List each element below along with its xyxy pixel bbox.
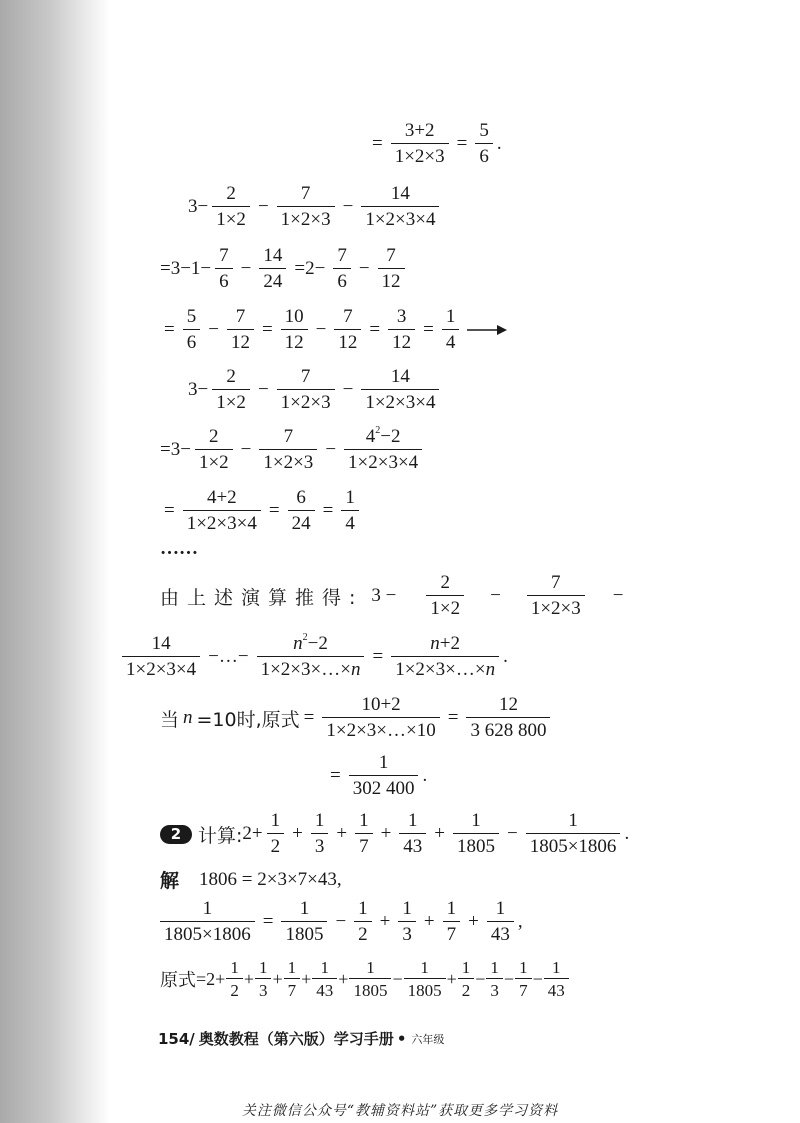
fraction: $\frac{14}{24}$ — [259, 245, 286, 293]
fraction: $\frac{1}{3}$ — [486, 958, 503, 1000]
minus-sign: − — [325, 439, 337, 460]
fraction: $\frac{5}{6}$ — [475, 120, 493, 168]
label-text: 当 — [160, 708, 180, 731]
fraction: $\frac{1}{302 400}$ — [349, 752, 419, 800]
fraction: $\frac{7}{1\times 2\times 3}$ — [277, 366, 335, 414]
fraction: $\frac{1}{7}$ — [355, 810, 373, 858]
conclusion-line-2 — [118, 633, 508, 681]
label-text: 原式 — [160, 970, 196, 991]
fraction: $\frac{1}{1805}$ — [404, 958, 446, 1000]
conclusion-line-1 — [160, 572, 627, 620]
watermark-text: 关注微信公众号“教辅资料站”获取更多学习资料 — [241, 1103, 559, 1119]
decomposition-line — [160, 898, 523, 946]
equation-line-2 — [188, 183, 443, 231]
fraction: $\frac{1}{4}$ — [341, 487, 359, 535]
fraction: $\frac{1}{43}$ — [312, 958, 337, 1000]
equals-sign: = — [164, 319, 175, 340]
expression-text: −…− — [208, 646, 249, 667]
problem-label: 计算: — [198, 824, 243, 847]
fraction: $\frac{1}{43}$ — [487, 898, 514, 946]
fraction: $\frac{1}{2}$ — [458, 958, 475, 1000]
plus-sign: + — [338, 968, 349, 989]
book-title: 奥数教程（第六版）学习手册 — [198, 1030, 394, 1048]
fraction: $\frac{6}{24}$ — [288, 487, 315, 535]
expression-text: 3− — [188, 379, 209, 400]
plus-sign: + — [380, 823, 392, 844]
fraction: $\frac{10+2}{1\times 2\times 3\times\dots\times 10}$ — [322, 694, 439, 742]
fraction: $\frac{1}{2}$ — [354, 898, 372, 946]
fraction: $\frac{2}{1\times 2}$ — [212, 183, 250, 231]
expression-text: 3 − — [371, 585, 397, 606]
plus-sign: + — [434, 823, 445, 844]
fraction: $\frac{4+2}{1\times 2\times 3\times 4}$ — [183, 487, 261, 535]
long-arrow-icon — [467, 324, 507, 336]
equals-sign: = — [369, 319, 381, 340]
fraction: $\frac{10}{12}$ — [281, 306, 308, 354]
fraction: $\frac{1}{3}$ — [398, 898, 416, 946]
minus-sign: − — [475, 968, 486, 989]
minus-sign: − — [532, 968, 543, 989]
plus-sign: + — [292, 823, 303, 844]
equals-sign: = — [164, 500, 175, 521]
substitution-line — [160, 694, 554, 742]
minus-sign: − — [342, 196, 354, 217]
minus-sign: − — [335, 911, 347, 932]
equation-line-7 — [160, 487, 363, 535]
equals-sign: = — [322, 500, 334, 521]
fraction: $\frac{1}{1805}$ — [453, 810, 499, 858]
fraction: $\frac{2}{1\times 2}$ — [195, 426, 233, 474]
factorization-text: 1806 = 2×3×7×43, — [199, 868, 342, 890]
fraction: $\frac{7}{1\times 2\times 3}$ — [527, 572, 585, 620]
page-footer — [158, 1028, 444, 1049]
fraction: $\frac{12}{3 628 800}$ — [466, 694, 550, 742]
equation-line-6 — [160, 426, 426, 474]
problem-number-badge: 2 — [160, 825, 192, 844]
fraction: $\frac{1}{7}$ — [284, 958, 301, 1000]
plus-sign: + — [468, 911, 479, 932]
fraction: $\frac{7}{1\times 2\times 3}$ — [277, 183, 335, 231]
minus-sign: − — [315, 319, 327, 340]
equals-sign: = — [423, 319, 434, 340]
minus-sign: − — [612, 585, 624, 606]
equals-sign: = — [261, 319, 273, 340]
equals-sign: = — [303, 707, 315, 728]
equals-sign: = — [268, 500, 280, 521]
fraction: $\frac{1}{1805\times 1806}$ — [526, 810, 621, 858]
fraction: $\frac{7}{6}$ — [333, 245, 351, 293]
minus-sign: − — [257, 196, 269, 217]
minus-sign: − — [503, 968, 515, 989]
page-number: 154/ — [158, 1029, 195, 1048]
minus-sign: − — [490, 585, 501, 606]
fraction: $\frac{7}{6}$ — [215, 245, 233, 293]
minus-sign: − — [507, 823, 518, 844]
ellipsis-line: …… — [160, 538, 198, 559]
expression-text: 3− — [188, 196, 209, 217]
fraction: $\frac{1}{1805\times 1806}$ — [160, 898, 255, 946]
fraction: $\frac{2}{1\times 2}$ — [212, 366, 250, 414]
fraction: $\frac{1}{7}$ — [443, 898, 461, 946]
expression-text: =3− — [160, 439, 191, 460]
equals-sign: = — [262, 911, 274, 932]
fraction: $\frac{7}{12}$ — [334, 306, 361, 354]
equals-sign: = — [456, 133, 468, 154]
equation-line-5 — [188, 366, 443, 414]
variable-n: n — [183, 707, 193, 728]
grade-label: 六年级 — [411, 1032, 445, 1046]
equation-line-1 — [368, 120, 502, 168]
minus-sign: − — [208, 319, 219, 340]
plus-sign: + — [379, 911, 391, 932]
plus-sign: + — [423, 911, 435, 932]
plus-sign: + — [301, 968, 312, 989]
fraction: $\frac{1}{3}$ — [255, 958, 272, 1000]
minus-sign: − — [392, 968, 403, 989]
equals-sign: = — [372, 646, 384, 667]
solution-line — [160, 866, 342, 893]
fraction: $\frac{7}{12}$ — [378, 245, 405, 293]
fraction: $\frac{7}{1\times 2\times 3}$ — [259, 426, 317, 474]
plus-sign: + — [336, 823, 348, 844]
fraction: $\frac{14}{1\times 2\times 3\times 4}$ — [122, 633, 200, 681]
fraction: $\frac{1}{4}$ — [442, 306, 460, 354]
period: . — [503, 646, 508, 667]
fraction: $\frac{2}{1\times 2}$ — [426, 572, 464, 620]
minus-sign: − — [342, 379, 354, 400]
label-text: =10时,原式 — [196, 708, 300, 731]
fraction: $\frac{1}{43}$ — [544, 958, 569, 1000]
conclusion-text: 由上述演算推得: — [160, 586, 364, 609]
equation-line-3 — [160, 245, 409, 293]
comma: , — [517, 911, 523, 932]
fraction: $\frac{n+2}{1\times 2\times 3\times\dots\times n}$ — [391, 633, 499, 681]
original-expression-line — [160, 958, 570, 1000]
separator-dot: • — [396, 1029, 407, 1048]
fraction: $\frac{1}{7}$ — [515, 958, 532, 1000]
fraction: $\frac{1}{1805}$ — [349, 958, 391, 1000]
fraction: $\frac{7}{12}$ — [227, 306, 254, 354]
plus-sign: + — [243, 968, 254, 989]
period: . — [422, 765, 428, 786]
problem-2-line — [160, 810, 629, 858]
fraction: $\frac{1}{2}$ — [226, 958, 243, 1000]
equals-sign: = — [372, 133, 383, 154]
fraction: $\frac{1}{43}$ — [399, 810, 426, 858]
period: . — [624, 823, 630, 844]
minus-sign: − — [240, 439, 252, 460]
minus-sign: − — [358, 258, 370, 279]
page-edge-shadow — [0, 0, 110, 1123]
equals-sign: = — [447, 707, 459, 728]
solution-label: 解 — [160, 870, 180, 892]
plus-sign: + — [446, 968, 457, 989]
fraction: $\frac{14}{1\times 2\times 3\times 4}$ — [361, 366, 439, 414]
fraction: $\frac{14}{1\times 2\times 3\times 4}$ — [361, 183, 439, 231]
minus-sign: − — [240, 258, 252, 279]
plus-sign: + — [272, 968, 283, 989]
expression-text: =2− — [294, 258, 326, 279]
fraction: $\frac{1}{1805}$ — [281, 898, 327, 946]
period: . — [496, 133, 502, 154]
equals-sign: = — [330, 765, 341, 786]
minus-sign: − — [257, 379, 269, 400]
fraction: $\frac{5}{6}$ — [183, 306, 201, 354]
equation-line-4 — [160, 306, 507, 354]
fraction: $\frac{1}{2}$ — [267, 810, 285, 858]
expression-text: 2+ — [242, 823, 263, 844]
expression-text: =3−1− — [160, 258, 212, 279]
fraction: $\frac{3}{12}$ — [388, 306, 415, 354]
result-line — [326, 752, 427, 800]
fraction: $\frac{3+2}{1\times 2\times 3}$ — [391, 120, 449, 168]
fraction: $\frac{4^2-2}{1\times 2\times 3\times 4}$ — [344, 426, 422, 474]
fraction: $\frac{1}{3}$ — [311, 810, 329, 858]
expression-text: =2+ — [196, 968, 226, 989]
fraction: $\frac{n^2-2}{1\times 2\times 3\times\dots\times n}$ — [257, 633, 365, 681]
